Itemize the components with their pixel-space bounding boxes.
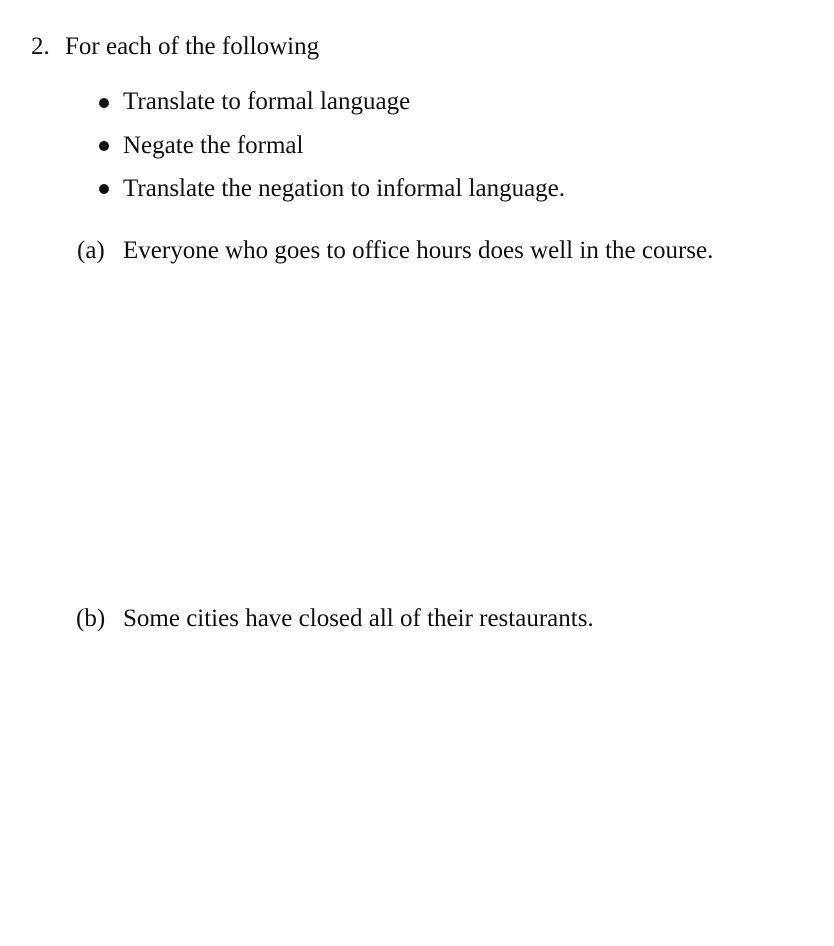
instruction-item: Translate to formal language bbox=[123, 88, 411, 115]
bullet-icon bbox=[99, 98, 109, 108]
instruction-item: Translate the negation to informal language. bbox=[123, 175, 566, 202]
problem-intro: For each of the following bbox=[65, 33, 320, 60]
problem-number: 2. bbox=[31, 33, 50, 60]
part-a-label: (a) bbox=[77, 237, 105, 264]
bullet-icon bbox=[99, 184, 109, 194]
part-b-label: (b) bbox=[76, 605, 106, 632]
part-b-text: Some cities have closed all of their restaurants. bbox=[123, 605, 594, 632]
part-a-text: Everyone who goes to office hours does well in the course. bbox=[123, 237, 714, 264]
instruction-item: Negate the formal bbox=[123, 132, 304, 159]
bullet-icon bbox=[99, 141, 109, 151]
